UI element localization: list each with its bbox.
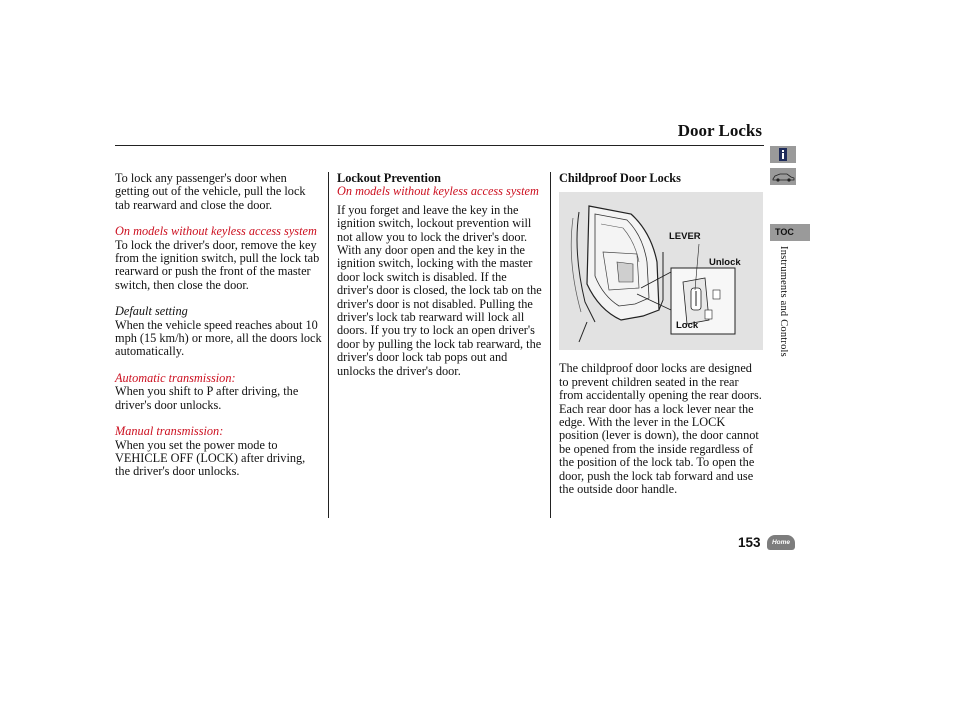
column-1 — [115, 172, 323, 479]
unlock-label: Unlock — [709, 257, 741, 269]
childproof-heading: Childproof Door Locks — [559, 171, 681, 185]
automatic-note: Automatic transmission: — [115, 370, 236, 385]
page-number: 153 — [738, 535, 761, 550]
info-tab[interactable] — [770, 146, 796, 163]
default-setting-label: Default setting — [115, 304, 188, 319]
toc-tab[interactable]: TOC — [770, 224, 810, 241]
lever-label: LEVER — [669, 231, 701, 243]
auto-lock-text: When the vehicle speed reaches about 10 mph (15 km/h) or more, all the doors lock automatically. — [115, 317, 322, 359]
car-tab[interactable] — [770, 168, 796, 185]
column-divider-2 — [550, 172, 551, 518]
manual-note: Manual transmission: — [115, 424, 224, 439]
home-button[interactable]: Home — [767, 535, 795, 550]
car-icon — [770, 168, 796, 185]
column-2 — [337, 172, 542, 378]
section-label: Instruments and Controls — [778, 246, 789, 357]
lockout-note: On models without keyless access system — [337, 184, 539, 199]
keyless-note: On models without keyless access system — [115, 224, 317, 239]
info-icon — [770, 146, 796, 163]
auto-unlock-text: When you shift to P after driving, the driver's door unlocks. — [115, 384, 299, 412]
lockout-heading: Lockout Prevention — [337, 171, 441, 185]
intro-text: To lock any passenger's door when getting out of the vehicle, pull the lock tab rearward and close the door. — [115, 171, 306, 212]
childproof-text: The childproof door locks are designed to prevent children seated in the rear from accidentally opening the rear doors. Each rear door has a lock lever near the edge. With the lever in the LOCK position (lever is down), the door cannot be opened from the inside regardless of the position of the lock tab. To open the door, push the lock tab forward and use the outside door handle. — [559, 361, 762, 497]
door-illustration — [559, 192, 763, 350]
title-rule — [115, 145, 764, 146]
manual-unlock-text: When you set the power mode to VEHICLE OFF (LOCK) after driving, the driver's door unlocks. — [115, 437, 306, 479]
driver-lock-text: To lock the driver's door, remove the key from the ignition switch, pull the lock tab rearward or push the front of the master switch, then close the door. — [115, 237, 320, 292]
lock-label: Lock — [676, 320, 699, 332]
childproof-lock-figure — [559, 192, 763, 350]
column-divider-1 — [328, 172, 329, 518]
page-title: Door Locks — [677, 121, 762, 140]
lockout-text: If you forget and leave the key in the ignition switch, lockout prevention will not allow you to lock the driver's door. With any door open and the key in the ignition switch, locking with the master door lock switch is disabled. If the driver's door is closed, the lock tab on the driver's door is not disabled. Pulling the driver's lock tab rearward will lock all doors. If you try to lock an open driver's door by pulling the lock tab rearward, the driver's door lock tab pops out and unlocks the driver's door. — [337, 202, 542, 378]
column-3 — [559, 172, 764, 496]
